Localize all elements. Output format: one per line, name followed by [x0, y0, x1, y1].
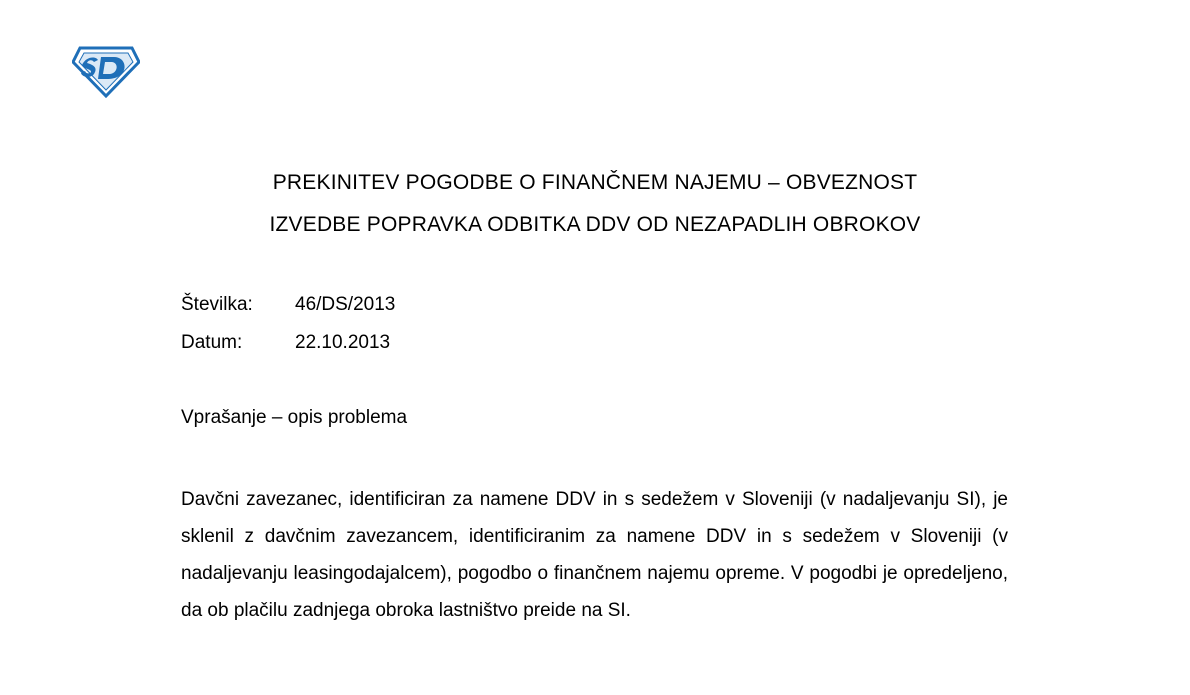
number-value: 46/DS/2013: [295, 294, 396, 315]
body-paragraph: Davčni zavezanec, identificiran za namene DDV in s sedežem v Sloveniji (v nadaljevanju SI), je sklenil z davčnim zavezancem, identificiranim za namene DDV in s sedežem v Sloveniji (v nadaljevanju leasingodajalcem), pogodbo o finančnem najemu opreme. V pogodbi je opredeljeno, da ob plačilu zadnjega obroka lastništvo preide na SI.: [181, 489, 1008, 621]
number-row: [181, 294, 395, 316]
date-row: [181, 332, 390, 354]
date-label: Datum:: [181, 332, 243, 353]
document-title-line-1: PREKINITEV POGODBE O FINANČNEM NAJEMU – OBVEZNOST: [272, 171, 918, 194]
section-heading: Vprašanje – opis problema: [181, 407, 408, 428]
date-value: 22.10.2013: [295, 332, 391, 353]
document-title-line-2: IZVEDBE POPRAVKA ODBITKA DDV OD NEZAPADLIH OBROKOV: [269, 213, 921, 236]
company-logo: [72, 46, 140, 98]
number-label: Številka:: [181, 294, 253, 315]
